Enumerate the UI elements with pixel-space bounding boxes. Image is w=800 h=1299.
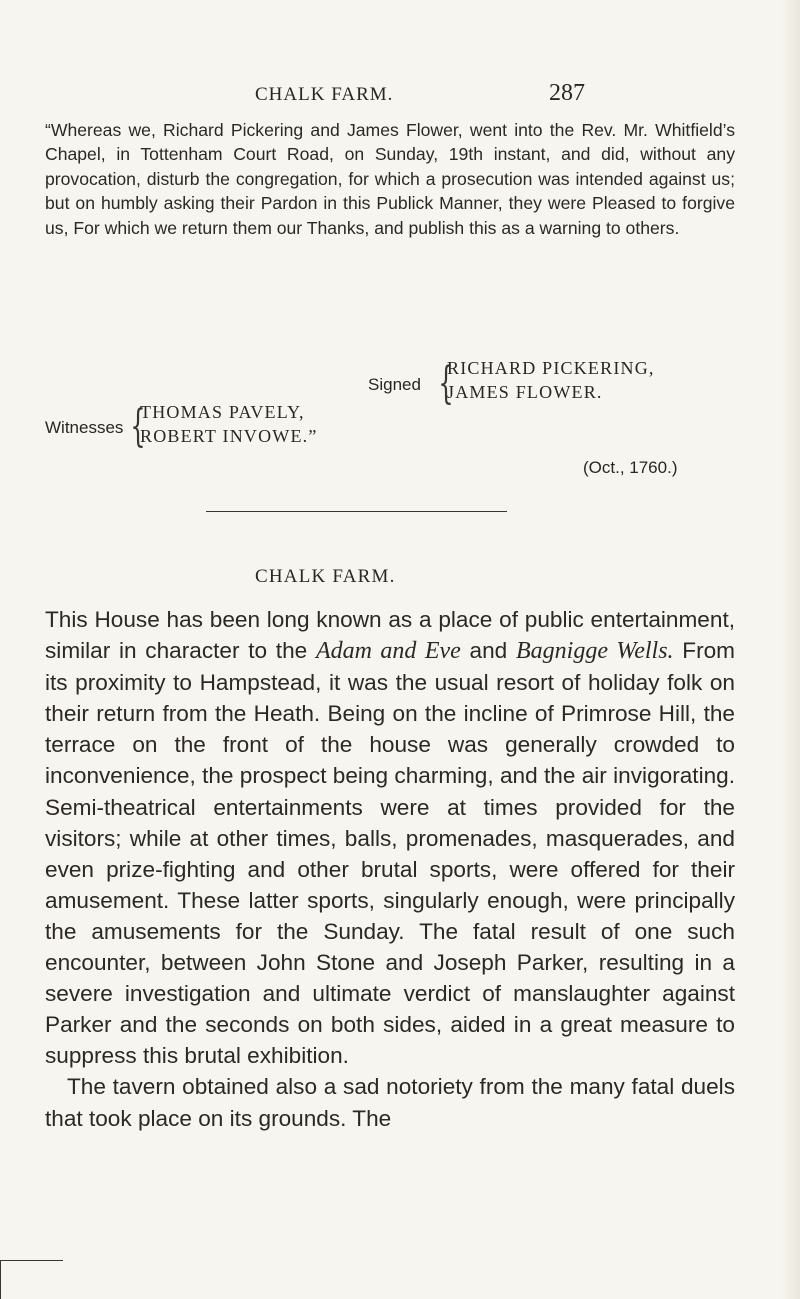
signer-name: JAMES FLOWER.: [447, 382, 603, 402]
italic-place-name: Bagnigge Wells.: [515, 638, 674, 665]
scan-corner-mark: [0, 1260, 63, 1299]
signer-name: RICHARD PICKERING,: [447, 358, 655, 378]
paragraph-text: This House has been long known as a place of public entertainment, similar in character to the: [45, 607, 735, 664]
section-title: CHALK FARM.: [255, 566, 396, 587]
brace-icon: {: [130, 401, 146, 452]
paragraph: The tavern obtained also a sad notoriety from the many fatal duels that took place on its grounds. The: [45, 1074, 735, 1131]
page-edge-shadow: [782, 0, 800, 1299]
witness-name: THOMAS PAVELY,: [140, 402, 305, 422]
witnesses-label: Witnesses: [45, 418, 124, 437]
body-text: [45, 604, 735, 1134]
paragraph-text: and: [460, 638, 516, 664]
quoted-apology-notice: “Whereas we, Richard Pickering and James Flower, went into the Rev. Mr. Whitfield’s Chapel, in Tottenham Court Road, on Sunday, 19th instant, and did, without any provocation, disturb the congregation, for which a prosecution was intended against us; but on humbly asking their Pardon in this Publick Manner, they were Pleased to forgive us, For which we return them our Thanks, and publish this as a warning to others.: [45, 120, 735, 238]
witness-name: ROBERT INVOWE.”: [140, 426, 318, 446]
section-divider: [206, 511, 507, 512]
brace-icon: {: [438, 358, 454, 409]
paragraph-text: From its proximity to Hampstead, it was the usual resort of holiday folk on their return from the Heath. Being on the incline of Primrose Hill, the terrace on the front of the house was generally crowded to inconvenience, the prospect being charming, and the air invigorating. Semi-theatrical entertainments were at times provided for the visitors; while at other times, balls, promenades, masquerades, and even prize-fighting and other brutal sports, were offered for their amusement. These latter sports, singularly enough, were principally the amusements for the Sunday. The fatal result of one such encounter, between John Stone and Joseph Parker, resulting in a severe investigation and ultimate verdict of manslaughter against Parker and the seconds on both sides, aided in a great measure to suppress this brutal exhibition.: [45, 638, 735, 1069]
notice-date: (Oct., 1760.): [583, 458, 678, 477]
paragraph: [45, 604, 735, 1071]
page-number: 287: [549, 80, 585, 106]
running-head-title: CHALK FARM.: [255, 84, 394, 105]
italic-place-name: Adam and Eve: [315, 638, 461, 665]
signed-label: Signed: [368, 375, 421, 394]
